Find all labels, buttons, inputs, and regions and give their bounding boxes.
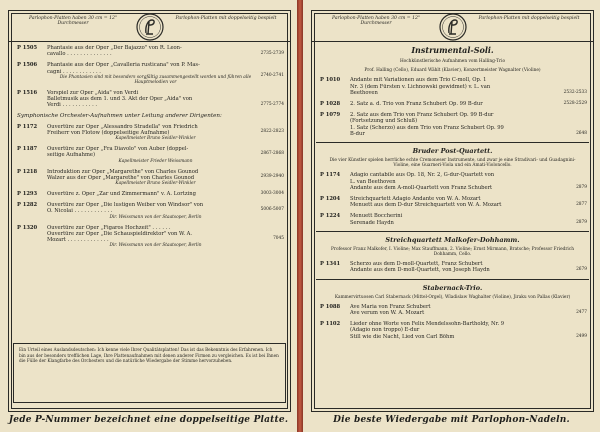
ensemble-title: Streichquartett Malkofer-Dohhamm. <box>385 235 520 244</box>
entry-line: Serenade Haydn <box>350 219 394 226</box>
catalog-entry <box>9 191 290 197</box>
catalog-entry <box>312 261 593 273</box>
section-title: Instrumental-Soli. <box>411 45 494 55</box>
matrix-number: 2939-2940 <box>260 173 284 179</box>
entry-line: (Fortsetzung und Schluß) <box>350 118 418 125</box>
matrix-number: 2879 <box>576 184 587 190</box>
matrix-number: 2867-2868 <box>260 151 284 157</box>
entry-line: Andante mit Variationen aus dem Trio C-moll, Op. 1 <box>350 77 487 84</box>
ensemble-subtitle: Hochkünstlerische Aufnahmen vom Halling-Trio <box>399 59 506 64</box>
catalog-entry <box>312 196 593 208</box>
entry-line: Scherzo aus dem D-moll-Quartett, Franz Schubert <box>350 261 483 268</box>
entry-note: Kapellmeister Bruno Seidler-Winkler <box>115 181 196 187</box>
matrix-number: 7045 <box>273 236 284 242</box>
record-number: P 1320 <box>17 224 38 231</box>
matrix-number: 2775-2774 <box>260 102 284 108</box>
matrix-number: 2740-2741 <box>260 72 284 78</box>
catalog-entry <box>9 225 290 249</box>
matrix-number: 2477 <box>576 310 587 316</box>
entry-line: Adagio cantabile aus Op. 18, Nr. 2, G-dur-Quartett von <box>350 172 495 179</box>
catalog-entry <box>312 112 593 137</box>
entry-line: cagni . . . . . . . . . . . . <box>47 68 101 75</box>
record-number: P 1172 <box>17 123 38 130</box>
right-entries <box>312 45 593 345</box>
right-header-right-text: Parlophon-Platten mit doppelseitig bespielt <box>478 16 580 21</box>
catalog-entry <box>9 169 290 186</box>
parlophon-logo-icon <box>135 12 165 42</box>
section-heading: Symphonische Orchester-Aufnahmen unter Leitung anderer Dirigenten: <box>17 113 222 120</box>
record-number: P 1224 <box>320 213 341 220</box>
left-header-left-text: Parlophon-Platten haben 30 cm = 12" Durchmesser <box>28 16 118 27</box>
right-footer: Die beste Wiedergabe mit Parlophon-Nadeln. <box>333 415 570 425</box>
entry-line: 1. Satz (Scherzo) aus dem Trio von Franz Schubert Op. 99 <box>350 124 504 131</box>
divider-rule <box>316 279 589 280</box>
matrix-number: 2877 <box>576 202 587 208</box>
catalog-entry <box>312 321 593 340</box>
record-number: P 1088 <box>320 303 341 310</box>
matrix-number: 2822-2823 <box>260 129 284 135</box>
entry-line: Phantasie aus der Oper „Cavalleria rusticana" von P. Mas- <box>47 62 200 69</box>
entry-note: Dir. Weissmann von der Staatsoper, Berlin <box>109 243 202 249</box>
left-header-right-text: Parlophon-Platten mit doppelseitig bespielt <box>175 16 277 21</box>
right-page <box>303 0 600 432</box>
entry-line: B-dur <box>350 130 365 137</box>
catalog-entry <box>312 213 593 225</box>
catalog-entry <box>312 172 593 191</box>
entry-line: Beethoven <box>350 89 378 96</box>
left-page <box>0 0 297 432</box>
record-number: P 1102 <box>320 321 341 328</box>
matrix-number: 5006-5007 <box>260 207 284 213</box>
catalog-entry <box>9 62 290 84</box>
record-number: P 1293 <box>17 191 38 198</box>
left-footer: Jede P-Nummer bezeichnet eine doppelseitige Platte. <box>8 415 289 425</box>
entry-line: Streichquartett Adagio Andante von W. A. Mozart <box>350 196 481 203</box>
left-header <box>9 11 290 42</box>
entry-line: Ouvertüre zur Oper „Fra Diavolo" von Auber (doppel- <box>47 146 189 153</box>
matrix-number: 2679 <box>576 267 587 273</box>
catalog-entry <box>9 90 290 109</box>
entry-line: seitige Aufnahme) <box>47 152 95 159</box>
ensemble-members: Kammervirtuosen Carl Stabernack (Mittel-Orgel), Wladislaw Waghalter (Violine), Jiraku von Pallas (Klavier) <box>334 294 571 300</box>
matrix-number: 2532-2533 <box>563 89 587 95</box>
entry-line: Ouvertüre zur Oper „Alessandro Stradella" von Friedrich <box>47 123 198 130</box>
entry-line: Still wie die Nacht, Lied von Carl Böhm <box>350 333 455 340</box>
catalog-entry <box>9 124 290 141</box>
record-number: P 1010 <box>320 77 341 84</box>
catalog-entry <box>9 45 290 57</box>
entry-line: Mozart . . . . . . . . . . . . . <box>47 237 109 244</box>
entry-line: (Adagio non troppo) E-dur <box>350 327 420 334</box>
record-number: P 1506 <box>17 62 38 69</box>
entry-note: Die Phantasien sind mit besonders sorgfältig zusammengestellt worden und führen alle Hauptmelodien vor <box>59 74 252 85</box>
entry-line: 2. Satz aus dem Trio von Franz Schubert Op. 99 B-dur <box>350 112 494 119</box>
entry-line: Introduktion zur Oper „Margarethe" von Charles Gounod <box>47 168 199 175</box>
entry-note: Kapellmeister Bruno Seidler-Winkler <box>115 136 196 142</box>
left-entries <box>9 45 290 253</box>
matrix-number: 2648 <box>576 130 587 136</box>
entry-line: Ouvertüre z. Oper „Zar und Zimmermann" v. A. Lortzing <box>47 191 196 198</box>
catalog-entry <box>9 146 290 163</box>
right-frame <box>311 10 594 412</box>
record-number: P 1187 <box>17 146 38 153</box>
entry-line: Freiherr von Flotow (doppelseitige Aufnahme) <box>47 130 170 137</box>
entry-line: Vorspiel zur Oper „Aida" von Verdi <box>47 89 139 96</box>
entry-line: Menuett aus dem D-dur Streichquartett von W. A. Mozart <box>350 202 502 209</box>
left-frame <box>8 10 291 412</box>
ensemble-title: Bruder Post-Quartett. <box>412 147 493 156</box>
record-number: P 1204 <box>320 196 341 203</box>
ensemble-members: Professor Franz Malkofer, I. Violine; Max Stauffmann, 2. Violine; Ernst Mirmann, Bratsche; Professor Friedrich Dohhamm, Cello. <box>331 246 574 258</box>
testimonial-box: Ein Urteil eines Auslandsdeutschen: Ich kenne viele Ihrer Qualitätsplatten! Das ist das Bekenntnis des Erfahrenen. Ich bin aus der besonders trefflichen Lage, Ihre Plattenaufnahmen mit denen anderer Firmen zu vergleichen. Es ist bei Ihnen die Fülle der Klangfarbe des Orchesters und die natürliche Wiedergabe der Stimme hervorzuheben. <box>13 343 286 403</box>
catalog-entry <box>312 304 593 316</box>
matrix-number: 2499 <box>576 333 587 339</box>
entry-line: Ave Maria von Franz Schubert <box>350 303 431 310</box>
record-number: P 1174 <box>320 172 341 179</box>
entry-line: Ouvertüre zur Oper „Die Schauspieldirektor" von W. A. <box>47 230 193 237</box>
record-number: P 1341 <box>320 261 341 268</box>
parlophon-logo-icon <box>438 12 468 42</box>
entry-line: Ave verum von W. A. Mozart <box>350 310 425 317</box>
entry-line: Andante aus dem A-moll-Quartett von Franz Schubert <box>350 184 493 191</box>
entry-line: Phantasie aus der Oper „Der Bajazzo" von R. Leon- <box>47 45 182 51</box>
record-number: P 1516 <box>17 89 38 96</box>
record-number: P 1079 <box>320 112 341 119</box>
matrix-number: 3003-3004 <box>260 191 284 197</box>
entry-line: 2. Satz a. d. Trio von Franz Schubert Op. 99 B-dur <box>350 101 483 108</box>
ensemble-title: Stabernack-Trio. <box>422 283 483 292</box>
entry-line: Menuett Boccherini <box>350 213 403 220</box>
divider-rule <box>316 142 589 143</box>
record-number: P 1218 <box>17 168 38 175</box>
record-number: P 1282 <box>17 202 38 209</box>
entry-line: L. van Beethoven <box>350 178 396 185</box>
matrix-number: 2879 <box>576 219 587 225</box>
catalog-entry <box>312 101 593 107</box>
ensemble-description: Die vier Künstler spielen herrliche echte Cremoneser Instrumente, und zwar je eine Stradivari- und Guadagnini-Violine, eine Guarneri-Viola und ein Amati-Violoncello. <box>329 158 576 169</box>
catalog-entry <box>312 77 593 96</box>
matrix-number: 2735-2739 <box>260 51 284 57</box>
right-header <box>312 11 593 42</box>
entry-line: cavallo . . . . . . . . . . . . . . <box>47 51 112 58</box>
entry-note: Kapellmeister Frieder Weissmann <box>118 158 193 164</box>
ensemble-members: Prof. Halling (Cello), Eduard Wählt (Klavier), Konzertmeister Wagnalter (Violine) <box>364 68 541 74</box>
entry-line: Balletmusik aus dem 1. und 3. Akt der Oper „Aida" von <box>47 96 193 103</box>
divider-rule <box>316 231 589 232</box>
entry-line: Andante aus dem D-moll-Quartett, von Joseph Haydn <box>350 267 490 274</box>
entry-line: Walzer aus der Oper „Margarethe" von Charles Gounod <box>47 174 195 181</box>
entry-line: O. Nicolai . . . . . . . . . . . . <box>47 208 113 215</box>
record-number: P 1505 <box>17 45 38 51</box>
entry-line: Nr. 3 (dem Fürsten v. Lichnowski gewidmet) v. L. van <box>350 83 491 90</box>
record-number: P 1028 <box>320 101 341 108</box>
entry-line: Lieder ohne Worte von Felix Mendelssohn-Bartholdy, Nr. 9 <box>350 321 505 328</box>
matrix-number: 2528-2529 <box>563 101 587 107</box>
entry-line: Ouvertüre zur Oper „Die lustigen Weiber von Windsor" von <box>47 202 204 209</box>
entry-line: Ouvertüre zur Oper „Figaros Hochzeit" . . . . . . <box>47 224 171 231</box>
catalog-entry <box>9 202 290 219</box>
right-header-left-text: Parlophon-Platten haben 30 cm = 12" Durchmesser <box>331 16 421 27</box>
entry-note: Dir. Weissmann von der Staatsoper, Berlin <box>109 214 202 220</box>
entry-line: Verdi . . . . . . . . . . . <box>47 102 98 109</box>
